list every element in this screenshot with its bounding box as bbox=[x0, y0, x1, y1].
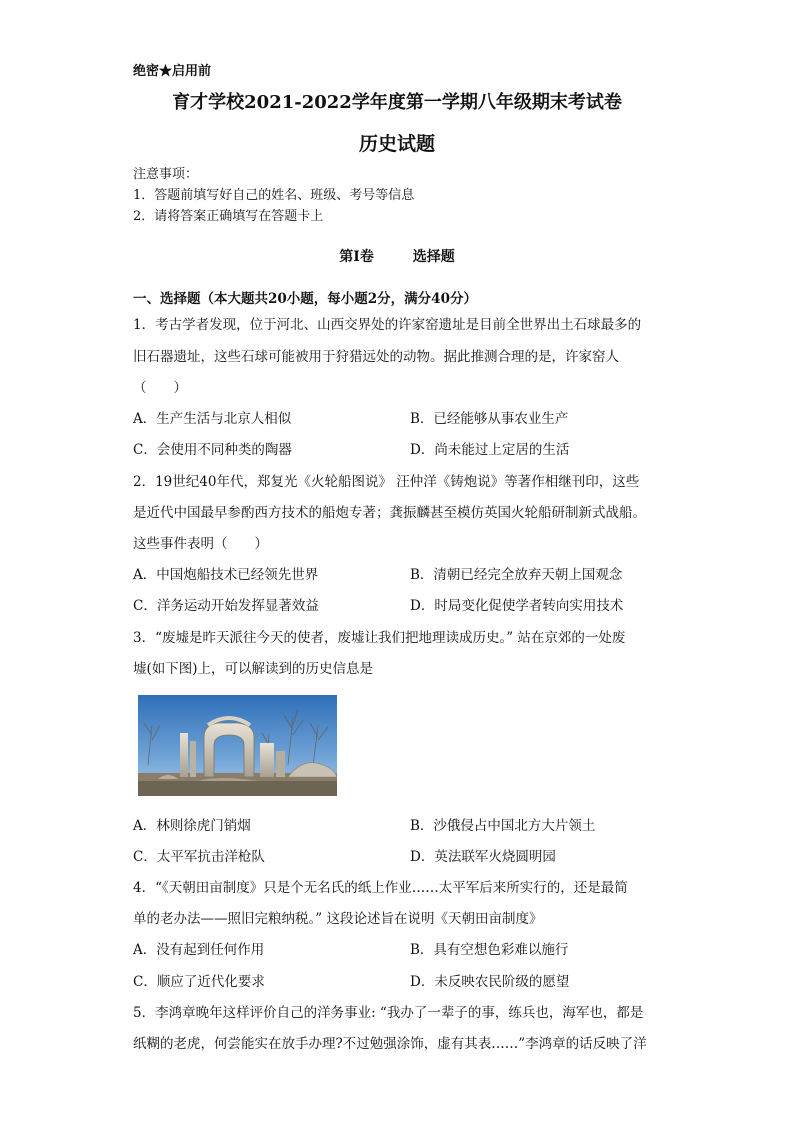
question-4-line: 4．“《天朝田亩制度》只是个无名氏的纸上作业……太平军后来所实行的，还是最简 bbox=[133, 880, 628, 896]
question-1-line: 旧石器遗址，这些石球可能被用于狩猎远处的动物。据此推测合理的是，许家窑人 bbox=[133, 349, 619, 365]
question-1-option-b[interactable]: B．已经能够从事农业生产 bbox=[410, 411, 569, 427]
note-item: 1．答题前填写好自己的姓名、班级、考号等信息 bbox=[133, 188, 415, 203]
question-1-line: （ ） bbox=[133, 380, 187, 396]
yuanmingyuan-ruins-image bbox=[138, 695, 337, 796]
question-2-option-a[interactable]: A．中国炮船技术已经领先世界 bbox=[133, 567, 319, 583]
question-2-option-d[interactable]: D．时局变化促使学者转向实用技术 bbox=[410, 598, 624, 614]
question-2-line: 是近代中国最早参酌西方技术的船炮专著；龚振麟甚至模仿英国火轮船研制新式战船。 bbox=[133, 505, 646, 521]
question-3-option-d[interactable]: D．英法联军火烧圆明园 bbox=[410, 849, 556, 865]
question-2-option-b[interactable]: B．清朝已经完全放弃天朝上国观念 bbox=[410, 567, 623, 583]
question-3-option-b[interactable]: B．沙俄侵占中国北方大片领土 bbox=[410, 818, 596, 834]
question-1-option-d[interactable]: D．尚未能过上定居的生活 bbox=[410, 442, 570, 458]
secret-label: 绝密★启用前 bbox=[133, 64, 212, 79]
question-4-option-c[interactable]: C．顺应了近代化要求 bbox=[133, 974, 265, 990]
question-2-option-c[interactable]: C．洋务运动开始发挥显著效益 bbox=[133, 598, 319, 614]
question-4-option-d[interactable]: D．未反映农民阶级的愿望 bbox=[410, 974, 570, 990]
section-title: 第I卷 选择题 bbox=[339, 249, 455, 265]
question-2-line: 这些事件表明（ ） bbox=[133, 536, 268, 552]
question-4-line: 单的老办法——照旧完粮纳税。” 这段论述旨在说明《天朝田亩制度》 bbox=[133, 911, 543, 927]
exam-title: 育才学校2021-2022学年度第一学期八年级期末考试卷 bbox=[172, 92, 622, 113]
question-3-option-c[interactable]: C．太平军抗击洋枪队 bbox=[133, 849, 265, 865]
ruins-photo bbox=[138, 695, 337, 796]
question-5-line: 纸糊的老虎，何尝能实在放手办理?不过勉强涂饰，虚有其表……”李鸿章的话反映了洋 bbox=[133, 1036, 647, 1052]
question-1-line: 1．考古学者发现，位于河北、山西交界处的许家窑遗址是目前全世界出土石球最多的 bbox=[133, 317, 642, 333]
question-4-option-a[interactable]: A．没有起到任何作用 bbox=[133, 942, 265, 958]
question-1-option-a[interactable]: A．生产生活与北京人相似 bbox=[133, 411, 292, 427]
exam-subtitle: 历史试题 bbox=[358, 133, 435, 155]
part-heading: 一、选择题（本大题共20小题，每小题2分，满分40分） bbox=[133, 291, 477, 307]
question-5-line: 5．李鸿章晚年这样评价自己的洋务事业: “我办了一辈子的事，练兵也，海军也，都是 bbox=[133, 1005, 644, 1021]
question-3-option-a[interactable]: A．林则徐虎门销烟 bbox=[133, 818, 251, 834]
question-4-option-b[interactable]: B．具有空想色彩难以施行 bbox=[410, 942, 569, 958]
question-3-line: 墟(如下图)上，可以解读到的历史信息是 bbox=[133, 661, 374, 677]
question-3-line: 3．“废墟是昨天派往今天的使者，废墟让我们把地理读成历史。” 站在京郊的一处废 bbox=[133, 630, 626, 646]
question-2-line: 2．19世纪40年代，郑复光《火轮船图说》 汪仲洋《铸炮说》等著作相继刊印，这些 bbox=[133, 474, 640, 490]
notes-label: 注意事项： bbox=[133, 167, 199, 182]
question-1-option-c[interactable]: C．会使用不同种类的陶器 bbox=[133, 442, 292, 458]
note-item: 2．请将答案正确填写在答题卡上 bbox=[133, 209, 324, 224]
